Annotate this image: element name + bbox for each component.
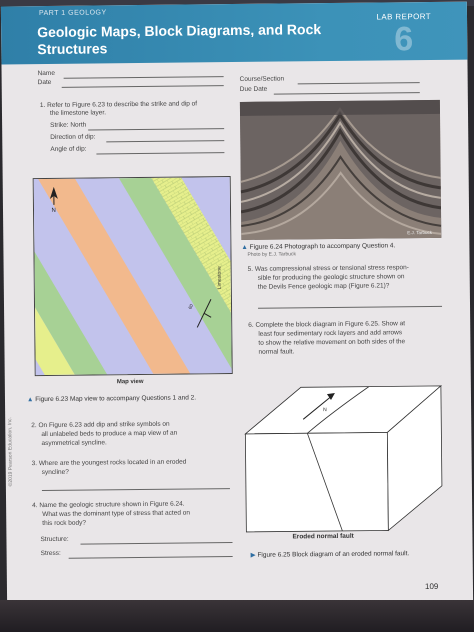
part-label: PART 1 GEOLOGY [38,9,107,18]
map-view-label: Map view [116,378,144,386]
q4-line-3: this rock body? [42,519,87,528]
page-title [37,21,357,58]
date-field[interactable] [62,85,224,88]
due-date-label: Due Date [239,85,268,93]
block-front-face [245,432,388,531]
q1-text-2: the limestone layer. [49,109,107,117]
figure-6-23-caption: ▲ Figure 6.23 Map view to accompany Questions 1 and 2. [26,394,197,404]
photo-credit: Photo by E.J. Tarbuck [247,251,297,258]
copyright: ©2019 Pearson Education, Inc. [7,417,14,487]
title-line-2: Structures [37,40,108,58]
q6-line-2: least four sedimentary rock layers and add arrows [258,329,403,338]
q3-answer-field[interactable] [42,488,230,491]
title-line-1: Geologic Maps, Block Diagrams, and Rock [37,21,322,41]
q1-strike-label: Strike: North [50,121,87,129]
q2-line-1: 2. On Figure 6.23 add dip and strike symbols on [31,420,170,430]
stress-field[interactable] [69,556,233,559]
limestone-label: Limestone [216,266,223,290]
block-diagram-figure [241,382,449,544]
q1-dip-direction-label: Direction of dip: [50,133,96,141]
photo-credit-overlay: E.J. Tarbuck [407,229,432,236]
q6-line-3: to show the relative movement on both sides of the [258,338,406,347]
lab-report-label: LAB REPORT [376,11,432,22]
course-label: Course/Section [239,75,285,83]
q5-answer-field[interactable] [258,306,442,309]
strike-field[interactable] [88,128,224,130]
north-label: N [51,207,56,214]
figure-6-25-caption: ▶ Figure 6.25 Block diagram of an eroded normal fault. [250,550,410,559]
q6-line-1: 6. Complete the block diagram in Figure 6.25. Show at [248,320,406,329]
page-number: 109 [424,581,439,592]
structure-field[interactable] [81,542,233,545]
q5-line-2: sible for producing the geologic structure shown on [257,273,405,282]
q3-line-2: syncline? [41,468,69,477]
q4-line-2: What was the dominant type of stress that acted on [42,509,191,519]
block-north-label: N [323,407,327,414]
date-label: Date [37,78,52,87]
q3-line-1: 3. Where are the youngest rocks located in an eroded [31,458,187,468]
lab-header [1,2,468,65]
name-field[interactable] [64,76,224,79]
name-label: Name [37,69,55,78]
figure-6-24-caption: ▲ Figure 6.24 Photograph to accompany Question 4. [241,242,396,251]
worksheet-page [1,2,473,607]
q2-line-3: asymmetrical syncline. [41,439,107,448]
dip-angle-field[interactable] [96,152,224,154]
dip-value: 60 [187,303,195,310]
q1-text-1: 1. Refer to Figure 6.23 to describe the strike and dip of [39,100,198,110]
dip-direction-field[interactable] [106,140,224,142]
map-view-figure [33,176,233,376]
q6-line-4: normal fault. [258,348,295,356]
background-bottom [0,600,474,632]
lab-number: 6 [394,20,414,59]
course-field[interactable] [298,82,420,84]
due-date-field[interactable] [274,92,420,95]
q4-stress-label: Stress: [40,549,61,558]
photo-rock-layers [240,100,441,240]
q4-structure-label: Structure: [40,535,69,544]
q1-dip-angle-label: Angle of dip: [50,145,87,153]
map-bands [34,177,232,375]
q5-line-3: the Devils Fence geologic map (Figure 6.21)? [257,282,390,291]
block-diagram-label: Eroded normal fault [292,532,354,541]
block-diagram [241,382,449,544]
anticline-photo [240,100,441,240]
q4-line-1: 4. Name the geologic structure shown in Figure 6.24. [32,500,185,510]
q2-line-2: all unlabeled beds to produce a map view of an [41,429,178,439]
q5-line-1: 5. Was compressional stress or tensional stress respon- [247,264,409,273]
